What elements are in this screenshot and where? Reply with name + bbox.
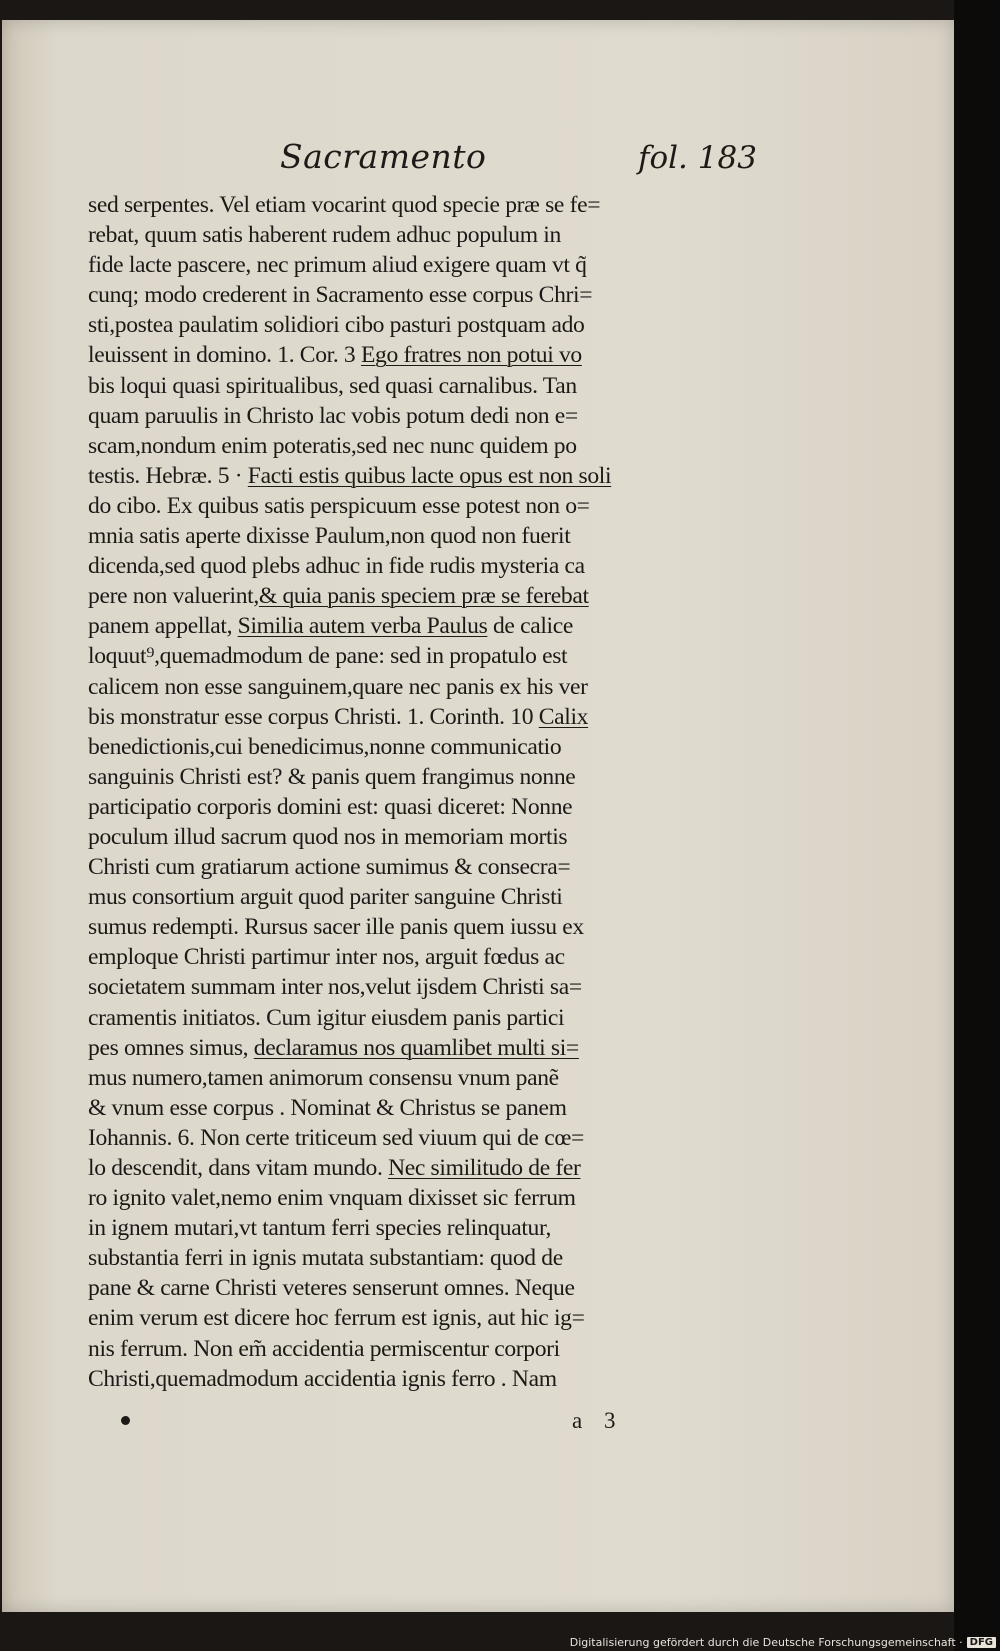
ink-dot-mark bbox=[121, 1416, 130, 1425]
text-line bbox=[88, 1303, 788, 1333]
text-segment: bis monstratur esse corpus Christi. 1. Corinth. 10 bbox=[88, 703, 539, 730]
text-line bbox=[88, 190, 788, 220]
text-line bbox=[88, 340, 788, 370]
text-segment: mnia satis aperte dixisse Paulum,non quod non fuerit bbox=[88, 523, 571, 550]
text-line bbox=[88, 431, 788, 461]
text-line bbox=[88, 641, 788, 671]
text-line bbox=[88, 551, 788, 581]
text-segment: panem appellat, bbox=[88, 613, 238, 640]
body-text bbox=[88, 190, 788, 1394]
text-line bbox=[88, 1364, 788, 1394]
signature-mark: a 3 bbox=[572, 1408, 624, 1433]
underlined-passage: Nec similitudo de fer bbox=[388, 1155, 581, 1181]
text-segment: dicenda,sed quod plebs adhuc in fide rudis mysteria ca bbox=[88, 553, 585, 580]
text-segment: bis loqui quasi spiritualibus, sed quasi carnalibus. Tan bbox=[88, 372, 577, 399]
text-line bbox=[88, 912, 788, 942]
text-segment: pane & carne Christi veteres senserunt omnes. Neque bbox=[88, 1275, 575, 1302]
text-segment: sanguinis Christi est? & panis quem frangimus nonne bbox=[88, 763, 576, 790]
text-line bbox=[88, 972, 788, 1002]
text-segment: Iohannis. 6. Non certe triticeum sed viuum qui de cœ= bbox=[88, 1124, 584, 1151]
text-segment: fide lacte pascere, nec primum aliud exigere quam vt q̃ bbox=[88, 252, 587, 279]
text-line bbox=[88, 310, 788, 340]
credit-text: Digitalisierung gefördert durch die Deutsche Forschungsgemeinschaft · bbox=[569, 1636, 963, 1649]
scan-border bbox=[954, 0, 1000, 1651]
text-line bbox=[88, 1033, 788, 1063]
text-segment: loquut⁹,quemadmodum de pane: sed in propatulo est bbox=[88, 643, 568, 670]
text-line bbox=[88, 280, 788, 310]
text-segment: calicem non esse sanguinem,quare nec panis ex his ver bbox=[88, 673, 588, 700]
text-line bbox=[88, 581, 788, 611]
text-segment: & vnum esse corpus . Nominat & Christus se panem bbox=[88, 1094, 567, 1121]
text-segment: Christi,quemadmodum accidentia ignis ferro . Nam bbox=[88, 1365, 557, 1392]
text-segment: in ignem mutari,vt tantum ferri species relinquatur, bbox=[88, 1215, 552, 1242]
text-line bbox=[88, 792, 788, 822]
text-line bbox=[88, 611, 788, 641]
text-segment: mus consortium arguit quod pariter sanguine Christi bbox=[88, 884, 563, 911]
underlined-passage: Ego fratres non potui vo bbox=[360, 342, 582, 369]
page-footer bbox=[2, 1408, 954, 1438]
text-line bbox=[88, 702, 788, 732]
underlined-passage: Similia autem verba Paulus bbox=[237, 613, 488, 640]
text-line bbox=[88, 1273, 788, 1303]
text-segment: pere non valuerint, bbox=[88, 583, 259, 610]
dfg-logo: DFG bbox=[967, 1637, 996, 1648]
text-segment: cramentis initiatos. Cum igitur eiusdem panis partici bbox=[88, 1004, 565, 1031]
page-header bbox=[2, 137, 954, 187]
text-line bbox=[88, 1093, 788, 1123]
text-segment: leuissent in domino. 1. Cor. 3 bbox=[88, 342, 361, 369]
underlined-passage: declaramus nos quamlibet multi si= bbox=[253, 1034, 579, 1061]
text-segment: do cibo. Ex quibus satis perspicuum esse potest non o= bbox=[88, 492, 590, 519]
text-line bbox=[88, 1063, 788, 1093]
text-line bbox=[88, 1003, 788, 1033]
text-segment: poculum illud sacrum quod nos in memoriam mortis bbox=[88, 823, 568, 850]
text-segment: substantia ferri in ignis mutata substantiam: quod de bbox=[88, 1245, 563, 1272]
text-segment: pes omnes simus, bbox=[88, 1034, 254, 1061]
text-line bbox=[88, 1213, 788, 1243]
text-segment: ro ignito valet,nemo enim vnquam dixisset sic ferrum bbox=[88, 1185, 576, 1212]
text-line bbox=[88, 521, 788, 551]
underlined-passage: & quia panis speciem præ se ferebat bbox=[258, 583, 589, 610]
underlined-passage: Calix bbox=[538, 703, 589, 730]
text-line bbox=[88, 250, 788, 280]
text-segment: sumus redempti. Rursus sacer ille panis quem iussu ex bbox=[88, 914, 584, 941]
book-page bbox=[2, 20, 954, 1612]
running-head: Sacramento bbox=[280, 137, 487, 176]
underlined-passage: Facti estis quibus lacte opus est non soli bbox=[247, 462, 612, 489]
text-line bbox=[88, 1183, 788, 1213]
text-line bbox=[88, 882, 788, 912]
text-line bbox=[88, 672, 788, 702]
text-segment: rebat, quum satis haberent rudem adhuc populum in bbox=[88, 222, 561, 249]
text-line bbox=[88, 401, 788, 431]
text-segment: benedictionis,cui benedicimus,nonne communicatio bbox=[88, 733, 562, 760]
text-segment: participatio corporis domini est: quasi diceret: Nonne bbox=[88, 793, 573, 820]
text-line bbox=[88, 1153, 788, 1183]
text-line bbox=[88, 220, 788, 250]
text-segment: lo descendit, dans vitam mundo. bbox=[88, 1155, 389, 1181]
text-segment: scam,nondum enim poteratis,sed nec nunc quidem po bbox=[88, 432, 577, 459]
text-line bbox=[88, 461, 788, 491]
text-line bbox=[88, 762, 788, 792]
text-segment: sti,postea paulatim solidiori cibo pasturi postquam ado bbox=[88, 312, 585, 339]
text-segment: mus numero,tamen animorum consensu vnum panẽ bbox=[88, 1064, 559, 1091]
text-segment: quam paruulis in Christo lac vobis potum dedi non e= bbox=[88, 402, 578, 429]
text-line bbox=[88, 732, 788, 762]
text-segment: emploque Christi partimur inter nos, arguit fœdus ac bbox=[88, 944, 565, 971]
text-segment: cunq; modo crederent in Sacramento esse corpus Chri= bbox=[88, 282, 593, 309]
text-segment: de calice bbox=[487, 613, 573, 640]
text-segment: enim verum est dicere hoc ferrum est ignis, aut hic ig= bbox=[88, 1305, 585, 1332]
folio-number: fol. 183 bbox=[638, 140, 757, 176]
text-line bbox=[88, 1334, 788, 1364]
text-segment: Christi cum gratiarum actione sumimus & consecra= bbox=[88, 854, 571, 881]
text-segment: nis ferrum. Non em̃ accidentia permiscentur corpori bbox=[88, 1335, 560, 1362]
text-line bbox=[88, 942, 788, 972]
text-line bbox=[88, 822, 788, 852]
text-line bbox=[88, 1123, 788, 1153]
text-line bbox=[88, 491, 788, 521]
text-segment: sed serpentes. Vel etiam vocarint quod specie præ se fe= bbox=[88, 192, 601, 218]
digitization-credit bbox=[570, 1636, 996, 1649]
text-line bbox=[88, 852, 788, 882]
text-segment: testis. Hebræ. 5 · bbox=[88, 462, 248, 489]
text-line bbox=[88, 1243, 788, 1273]
text-line bbox=[88, 371, 788, 401]
text-segment: societatem summam inter nos,velut ijsdem Christi sa= bbox=[88, 974, 582, 1001]
